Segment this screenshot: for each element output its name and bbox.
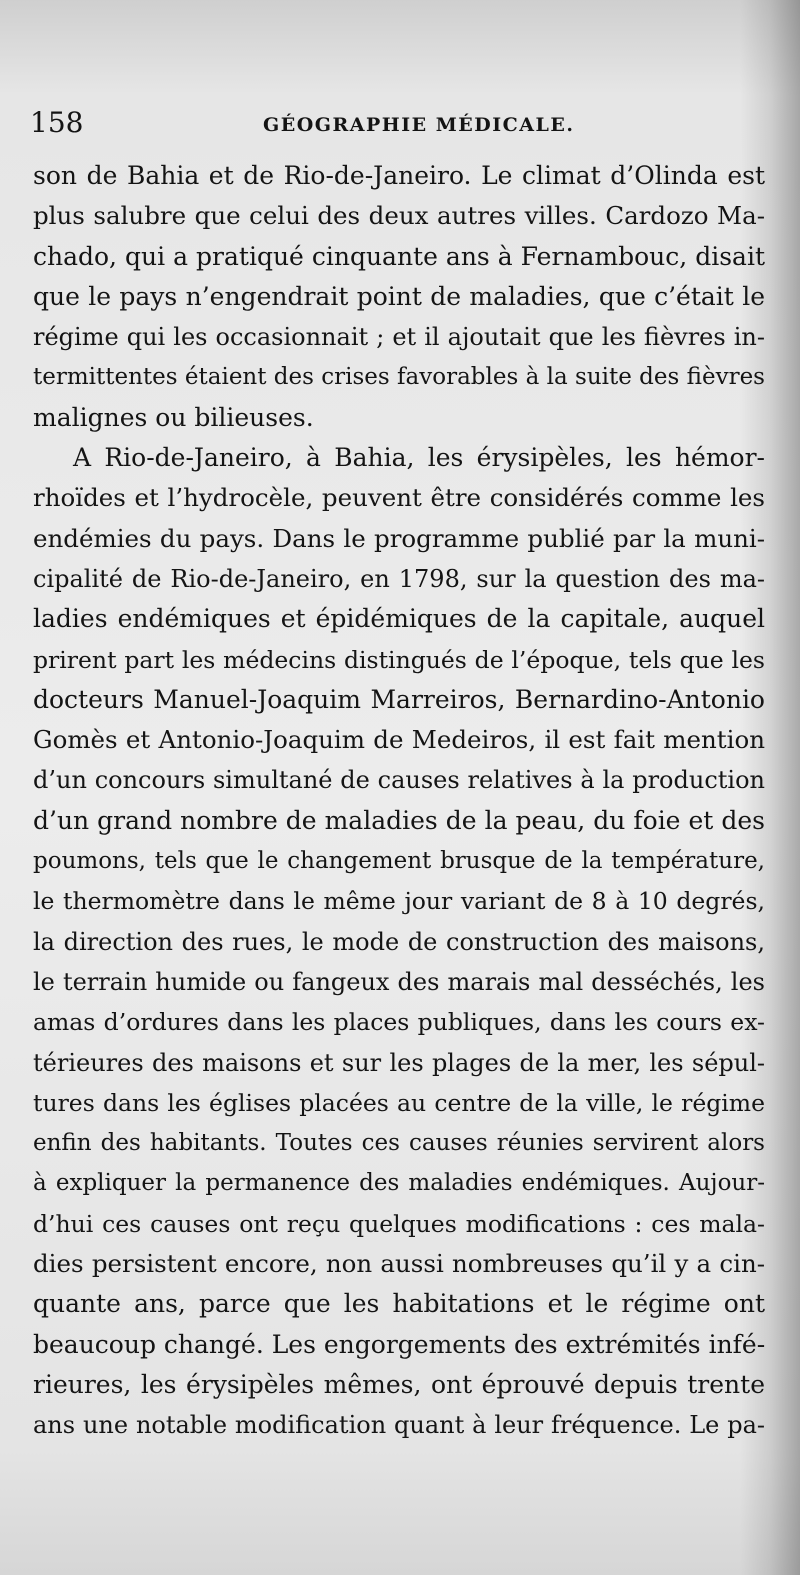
text-line: Gomès et Antonio-Joaquim de Medeiros, il est fait mention: [33, 725, 765, 755]
text-line: prirent part les médecins distingués de l’époque, tels que les: [33, 645, 765, 674]
page-number: 158: [30, 106, 84, 139]
text-line: d’un grand nombre de maladies de la peau, du foie et des: [33, 805, 765, 835]
text-line: ladies endémiques et épidémiques de la capitale, auquel: [33, 604, 765, 634]
text-line: térieures des maisons et sur les plages de la mer, les sépul-: [33, 1048, 765, 1077]
text-line: A Rio-de-Janeiro, à Bahia, les érysipèles, les hémor-: [73, 443, 765, 473]
text-line: dies persistent encore, non aussi nombreuses qu’il y a cin-: [33, 1249, 765, 1279]
text-line: tures dans les églises placées au centre de la ville, le régime: [33, 1088, 765, 1117]
page-header: [30, 106, 730, 146]
text-line: d’un concours simultané de causes relatives à la production: [33, 766, 765, 795]
text-line: le thermomètre dans le même jour variant de 8 à 10 degrés,: [33, 887, 765, 916]
text-line: termittentes étaient des crises favorables à la suite des fièvres: [33, 364, 765, 391]
text-line: le terrain humide ou fangeux des marais mal desséchés, les: [33, 967, 765, 996]
text-line: beaucoup changé. Les engorgements des extrémités infé-: [33, 1329, 766, 1359]
text-line: la direction des rues, le mode de construction des maisons,: [33, 927, 765, 956]
text-line: malignes ou bilieuses.: [33, 402, 314, 432]
text-line: chado, qui a pratiqué cinquante ans à Fernambouc, disait: [33, 241, 765, 271]
text-line: plus salubre que celui des deux autres villes. Cardozo Ma-: [33, 201, 765, 231]
text-line: poumons, tels que le changement brusque de la température,: [33, 848, 765, 875]
text-line: son de Bahia et de Rio-de-Janeiro. Le climat d’Olinda est: [33, 161, 765, 190]
text-line: docteurs Manuel-Joaquim Marreiros, Bernardino-Antonio: [33, 684, 765, 714]
text-line: quante ans, parce que les habitations et le régime ont: [33, 1289, 765, 1319]
text-line: ans une notable modification quant à leur fréquence. Le pa-: [33, 1411, 765, 1440]
text-line: que le pays n’engendrait point de maladies, que c’était le: [33, 281, 765, 311]
text-line: régime qui les occasionnait ; et il ajoutait que les fièvres in-: [33, 323, 765, 352]
text-line: d’hui ces causes ont reçu quelques modifications : ces mala-: [33, 1209, 765, 1238]
text-line: enfin des habitants. Toutes ces causes réunies servirent alors: [33, 1130, 765, 1157]
text-line: endémies du pays. Dans le programme publié par la muni-: [33, 523, 765, 553]
body-text: [33, 156, 765, 1446]
text-line: cipalité de Rio-de-Janeiro, en 1798, sur la question des ma-: [33, 564, 765, 593]
text-line: amas d’ordures dans les places publiques, dans les cours ex-: [33, 1008, 765, 1037]
text-line: rhoïdes et l’hydrocèle, peuvent être considérés comme les: [33, 483, 765, 513]
text-line: à expliquer la permanence des maladies endémiques. Aujour-: [33, 1170, 765, 1197]
running-head: GÉOGRAPHIE MÉDICALE.: [263, 114, 575, 136]
text-line: rieures, les érysipèles mêmes, ont éprouvé depuis trente: [33, 1369, 765, 1399]
